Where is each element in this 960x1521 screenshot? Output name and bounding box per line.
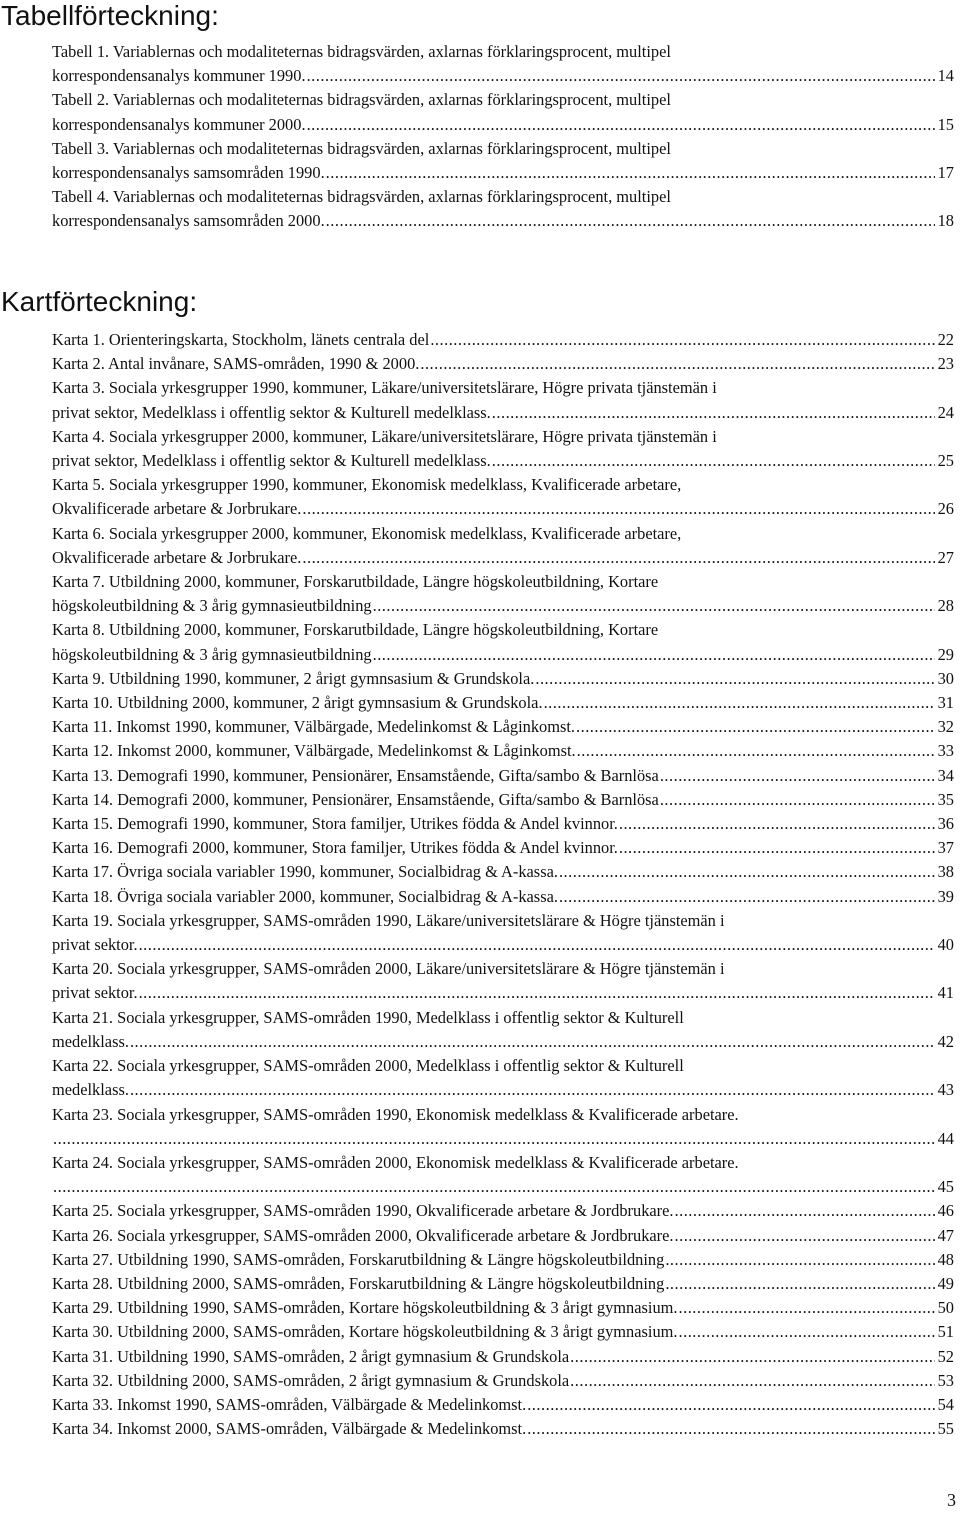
entry-title-line: Karta 19. Sociala yrkesgrupper, SAMS-områden 1990, Läkare/universitetslärare & Högre tjänstemän i xyxy=(52,910,725,930)
entry-page-number: 45 xyxy=(937,1177,954,1197)
entry-title-continuation: privat sektor. xyxy=(52,983,138,1003)
table-entry[interactable] xyxy=(52,137,954,185)
dot-leader xyxy=(544,691,935,715)
entry-title-line: Karta 24. Sociala yrkesgrupper, SAMS-områden 2000, Ekonomisk medelklass & Kvalificerade arbetare. xyxy=(52,1152,739,1172)
map-entry[interactable] xyxy=(52,885,954,909)
map-entry[interactable] xyxy=(52,1272,954,1296)
map-entry[interactable] xyxy=(52,739,954,763)
entry-page-number: 37 xyxy=(937,838,954,858)
dot-leader xyxy=(660,788,935,812)
map-entry[interactable] xyxy=(52,715,954,739)
map-list xyxy=(52,328,954,1441)
map-entry[interactable] xyxy=(52,618,954,666)
dot-leader xyxy=(130,1078,935,1102)
dot-leader xyxy=(307,64,935,88)
table-entry[interactable] xyxy=(52,40,954,88)
entry-page-number: 22 xyxy=(937,330,954,349)
map-entry[interactable] xyxy=(52,836,954,860)
dot-leader xyxy=(675,1224,935,1248)
entry-title-continuation: Karta 26. Sociala yrkesgrupper, SAMS-områden 2000, Okvalificerade arbetare & Jordbrukare. xyxy=(52,1225,674,1245)
entry-title-line: Karta 22. Sociala yrkesgrupper, SAMS-områden 2000, Medelklass i offentlig sektor & Kulturell xyxy=(52,1056,684,1076)
dot-leader xyxy=(619,812,935,836)
entry-page-number: 28 xyxy=(937,596,954,616)
map-entry[interactable] xyxy=(52,425,954,473)
dot-leader xyxy=(139,981,935,1005)
map-entry[interactable] xyxy=(52,1224,954,1248)
entry-page-number: 44 xyxy=(937,1128,954,1148)
entry-page-number: 48 xyxy=(937,1249,954,1269)
dot-leader xyxy=(326,161,935,185)
dot-leader xyxy=(326,209,935,233)
entry-title-line: Tabell 1. Variablernas och modaliteternas bidragsvärden, axlarnas förklaringsprocent, multipel xyxy=(52,42,671,61)
entry-page-number: 29 xyxy=(937,644,954,664)
dot-leader xyxy=(576,715,935,739)
entry-title-continuation: korrespondensanalys samsområden 1990. xyxy=(52,163,325,183)
entry-title-continuation: Okvalificerade arbetare & Jorbrukare. xyxy=(52,547,302,567)
entry-title-continuation: privat sektor. xyxy=(52,935,138,955)
dot-leader xyxy=(307,113,935,137)
dot-leader xyxy=(559,860,935,884)
dot-leader xyxy=(373,594,935,618)
entry-page-number: 39 xyxy=(937,886,954,906)
map-entry[interactable] xyxy=(52,352,954,376)
entry-page-number: 42 xyxy=(937,1031,954,1051)
entry-title-line: Tabell 3. Variablernas och modaliteternas bidragsvärden, axlarnas förklaringsprocent, multipel xyxy=(52,138,671,158)
entry-title-continuation: Karta 11. Inkomst 1990, kommuner, Välbärgade, Medelinkomst & Låginkomst. xyxy=(52,717,576,737)
entry-page-number: 30 xyxy=(937,668,954,688)
dot-leader xyxy=(679,1320,935,1344)
dot-leader xyxy=(535,667,934,691)
map-entry[interactable] xyxy=(52,473,954,521)
entry-page-number: 53 xyxy=(937,1370,954,1390)
entry-title-continuation: Karta 31. Utbildning 1990, SAMS-områden, 2 årigt gymnasium & Grundskola xyxy=(52,1346,570,1366)
dot-leader xyxy=(130,1030,935,1054)
map-entry[interactable] xyxy=(52,691,954,715)
table-entry[interactable] xyxy=(52,185,954,233)
entry-page-number: 17 xyxy=(937,163,954,183)
dot-leader xyxy=(527,1393,934,1417)
entry-title-line: Karta 23. Sociala yrkesgrupper, SAMS-områden 1990, Ekonomisk medelklass & Kvalificerade arbetare. xyxy=(52,1104,739,1124)
map-entry[interactable] xyxy=(52,376,954,424)
entry-title-continuation: Karta 15. Demografi 1990, kommuner, Stora familjer, Utrikes födda & Andel kvinnor. xyxy=(52,814,618,834)
page-number: 3 xyxy=(947,1490,956,1510)
map-entry[interactable] xyxy=(52,1369,954,1393)
entry-page-number: 35 xyxy=(937,789,954,809)
dot-leader xyxy=(53,1127,935,1151)
entry-title-line: Karta 21. Sociala yrkesgrupper, SAMS-områden 1990, Medelklass i offentlig sektor & Kulturell xyxy=(52,1007,684,1027)
entry-title-continuation: Karta 25. Sociala yrkesgrupper, SAMS-områden 1990, Okvalificerade arbetare & Jordbrukare. xyxy=(52,1201,674,1221)
entry-page-number: 40 xyxy=(937,935,954,955)
map-entry[interactable] xyxy=(52,667,954,691)
dot-leader xyxy=(619,836,935,860)
dot-leader xyxy=(430,328,934,352)
dot-leader xyxy=(577,739,935,763)
entry-title-line: Karta 20. Sociala yrkesgrupper, SAMS-områden 2000, Läkare/universitetslärare & Högre tjänstemän i xyxy=(52,959,725,979)
entry-title-continuation: högskoleutbildning & 3 årig gymnasieutbildning xyxy=(52,596,372,616)
dot-leader xyxy=(492,449,935,473)
entry-title-continuation: Karta 17. Övriga sociala variabler 1990, kommuner, Socialbidrag & A-kassa. xyxy=(52,862,558,882)
entry-title-continuation: Karta 34. Inkomst 2000, SAMS-områden, Välbärgade & Medelinkomst. xyxy=(52,1419,527,1439)
dot-leader xyxy=(675,1199,935,1223)
entry-page-number: 54 xyxy=(937,1394,954,1414)
entry-title-line: Karta 7. Utbildning 2000, kommuner, Forskarutbildade, Längre högskoleutbildning, Kortare xyxy=(52,572,659,592)
entry-title-continuation: medelklass. xyxy=(52,1080,129,1100)
map-entry[interactable] xyxy=(52,1296,954,1320)
entry-page-number: 32 xyxy=(937,717,954,737)
map-entry[interactable] xyxy=(52,570,954,618)
entry-title-continuation: privat sektor, Medelklass i offentlig sektor & Kulturell medelklass. xyxy=(52,451,491,471)
dot-leader xyxy=(570,1369,934,1393)
dot-leader xyxy=(570,1345,934,1369)
dot-leader xyxy=(665,1272,934,1296)
entry-title-continuation: Karta 33. Inkomst 1990, SAMS-områden, Välbärgade & Medelinkomst. xyxy=(52,1394,527,1414)
entry-title-continuation: Karta 13. Demografi 1990, kommuner, Pensionärer, Ensamstående, Gifta/sambo & Barnlösa xyxy=(52,765,659,785)
map-entry[interactable] xyxy=(52,909,954,957)
entry-page-number: 14 xyxy=(937,66,954,86)
dot-leader xyxy=(373,643,935,667)
entry-title-continuation: medelklass. xyxy=(52,1031,129,1051)
map-entry[interactable] xyxy=(52,1054,954,1102)
entry-page-number: 18 xyxy=(937,211,954,231)
map-entry[interactable] xyxy=(52,860,954,884)
tables-heading: Tabellförteckning: xyxy=(1,0,219,31)
map-entry[interactable] xyxy=(52,957,954,1005)
entry-page-number: 33 xyxy=(937,741,954,761)
map-entry[interactable] xyxy=(52,1151,954,1199)
dot-leader xyxy=(665,1248,934,1272)
entry-page-number: 38 xyxy=(937,862,954,882)
entry-page-number: 43 xyxy=(937,1080,954,1100)
map-entry[interactable] xyxy=(52,1199,954,1223)
map-entry[interactable] xyxy=(52,1345,954,1369)
entry-title-continuation: Karta 27. Utbildning 1990, SAMS-områden, Forskarutbildning & Längre högskoleutbildning xyxy=(52,1249,665,1269)
maps-heading: Kartförteckning: xyxy=(1,286,198,317)
entry-title-continuation: privat sektor, Medelklass i offentlig sektor & Kulturell medelklass. xyxy=(52,402,491,422)
entry-page-number: 46 xyxy=(937,1201,954,1221)
entry-title-continuation: Karta 10. Utbildning 2000, kommuner, 2 årigt gymnsasium & Grundskola. xyxy=(52,693,543,713)
map-entry[interactable] xyxy=(52,788,954,812)
entry-page-number: 15 xyxy=(937,114,954,134)
entry-title-continuation: högskoleutbildning & 3 årig gymnasieutbildning xyxy=(52,644,372,664)
entry-page-number: 55 xyxy=(937,1419,954,1439)
entry-page-number: 47 xyxy=(937,1225,954,1245)
entry-title-continuation: Karta 12. Inkomst 2000, kommuner, Välbärgade, Medelinkomst & Låginkomst. xyxy=(52,741,576,761)
map-entry[interactable] xyxy=(52,328,954,352)
entry-title-line: Karta 3. Sociala yrkesgrupper 1990, kommuner, Läkare/universitetslärare, Högre privata tjänstemän i xyxy=(52,378,717,398)
entry-page-number: 24 xyxy=(937,402,954,422)
entry-page-number: 34 xyxy=(937,765,954,785)
dot-leader xyxy=(559,885,935,909)
entry-title-continuation: Karta 9. Utbildning 1990, kommuner, 2 årigt gymnsasium & Grundskola. xyxy=(52,668,535,688)
map-entry[interactable] xyxy=(52,1006,954,1054)
entry-title-continuation: Karta 2. Antal invånare, SAMS-områden, 1990 & 2000. xyxy=(52,354,420,374)
map-entry[interactable] xyxy=(52,1320,954,1344)
dot-leader xyxy=(527,1417,934,1441)
entry-page-number: 26 xyxy=(937,499,954,519)
entry-page-number: 41 xyxy=(937,983,954,1003)
entry-page-number: 51 xyxy=(937,1322,954,1342)
entry-title-line: Karta 8. Utbildning 2000, kommuner, Forskarutbildade, Längre högskoleutbildning, Kortare xyxy=(52,620,659,640)
entry-title-continuation: Karta 16. Demografi 2000, kommuner, Stora familjer, Utrikes födda & Andel kvinnor. xyxy=(52,838,618,858)
entry-title-continuation: Karta 30. Utbildning 2000, SAMS-områden, Kortare högskoleutbildning & 3 årigt gymnasium. xyxy=(52,1322,678,1342)
entry-title-line: Karta 5. Sociala yrkesgrupper 1990, kommuner, Ekonomisk medelklass, Kvalificerade arbetare, xyxy=(52,475,682,495)
entry-title-continuation: Karta 1. Orienteringskarta, Stockholm, länets centrala del xyxy=(52,330,430,349)
map-entry[interactable] xyxy=(52,1103,954,1151)
map-entry[interactable] xyxy=(52,764,954,788)
entry-page-number: 25 xyxy=(937,451,954,471)
entry-title-line: Tabell 2. Variablernas och modaliteternas bidragsvärden, axlarnas förklaringsprocent, multipel xyxy=(52,90,671,110)
table-list xyxy=(52,40,954,234)
entry-page-number: 27 xyxy=(937,547,954,567)
entry-page-number: 50 xyxy=(937,1298,954,1318)
map-entry[interactable] xyxy=(52,1393,954,1417)
entry-title-line: Karta 4. Sociala yrkesgrupper 2000, kommuner, Läkare/universitetslärare, Högre privata tjänstemän i xyxy=(52,426,717,446)
map-entry[interactable] xyxy=(52,522,954,570)
entry-title-continuation: korrespondensanalys kommuner 1990. xyxy=(52,66,306,86)
entry-title-continuation: korrespondensanalys samsområden 2000. xyxy=(52,211,325,231)
entry-title-continuation: Karta 18. Övriga sociala variabler 2000, kommuner, Socialbidrag & A-kassa. xyxy=(52,886,558,906)
dot-leader xyxy=(679,1296,935,1320)
map-entry[interactable] xyxy=(52,1248,954,1272)
entry-title-line: Tabell 4. Variablernas och modaliteternas bidragsvärden, axlarnas förklaringsprocent, multipel xyxy=(52,187,671,207)
entry-title-continuation: Okvalificerade arbetare & Jorbrukare. xyxy=(52,499,302,519)
entry-title-continuation: Karta 29. Utbildning 1990, SAMS-områden, Kortare högskoleutbildning & 3 årigt gymnasium. xyxy=(52,1298,678,1318)
dot-leader xyxy=(660,764,935,788)
dot-leader xyxy=(139,933,935,957)
entry-title-continuation: Karta 32. Utbildning 2000, SAMS-områden, 2 årigt gymnasium & Grundskola xyxy=(52,1370,570,1390)
entry-page-number: 36 xyxy=(937,814,954,834)
dot-leader xyxy=(492,401,935,425)
entry-title-continuation: korrespondensanalys kommuner 2000. xyxy=(52,114,306,134)
dot-leader xyxy=(53,1175,935,1199)
entry-title-continuation: Karta 28. Utbildning 2000, SAMS-områden, Forskarutbildning & Längre högskoleutbildning xyxy=(52,1273,665,1293)
entry-page-number: 49 xyxy=(937,1273,954,1293)
entry-title-continuation: Karta 14. Demografi 2000, kommuner, Pensionärer, Ensamstående, Gifta/sambo & Barnlösa xyxy=(52,789,659,809)
entry-page-number: 31 xyxy=(937,693,954,713)
entry-page-number: 23 xyxy=(937,354,954,374)
dot-leader xyxy=(302,546,934,570)
map-entry[interactable] xyxy=(52,1417,954,1441)
table-entry[interactable] xyxy=(52,88,954,136)
entry-title-line: Karta 6. Sociala yrkesgrupper 2000, kommuner, Ekonomisk medelklass, Kvalificerade arbetare, xyxy=(52,523,682,543)
dot-leader xyxy=(420,352,934,376)
map-entry[interactable] xyxy=(52,812,954,836)
entry-page-number: 52 xyxy=(937,1346,954,1366)
dot-leader xyxy=(302,497,934,521)
